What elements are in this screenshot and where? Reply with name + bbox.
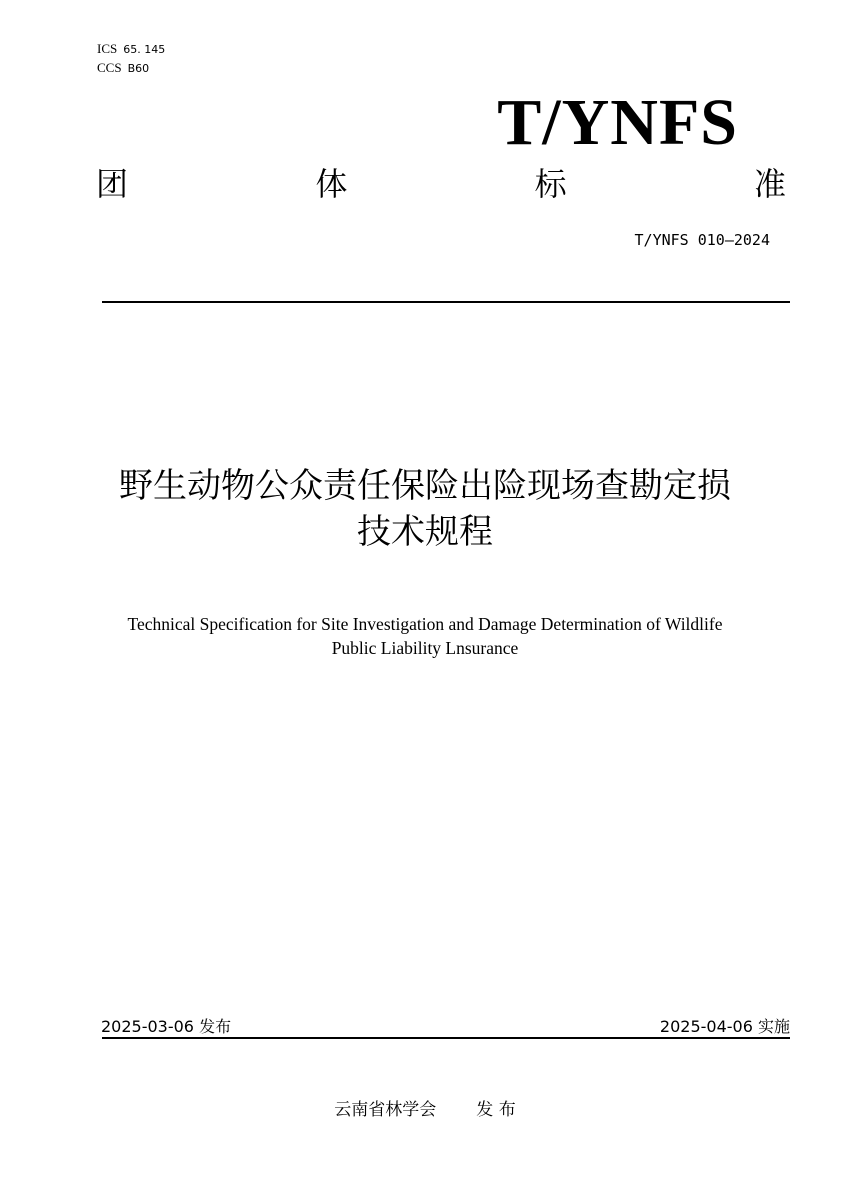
ccs-code <box>97 59 171 78</box>
top-divider <box>102 301 790 303</box>
english-title <box>60 612 790 660</box>
issuer <box>0 1098 850 1122</box>
standard-type <box>96 162 786 206</box>
chinese-title <box>50 463 800 555</box>
ccs-value: B60 <box>127 62 150 75</box>
english-title-line: Public Liability Lnsurance <box>331 638 519 658</box>
chinese-title-line: 技术规程 <box>357 512 493 552</box>
chinese-title-line: 野生动物公众责任保险出险现场查勘定损 <box>119 466 731 506</box>
implement-date: 2025-04-06 实施 <box>659 1017 790 1036</box>
issuer-action: 发 布 <box>476 1100 516 1120</box>
org-code-logo: T/YNFS <box>497 86 738 159</box>
publish-date: 2025-03-06 发布 <box>101 1017 232 1036</box>
ccs-label: CCS <box>97 60 122 75</box>
standard-type-char: 准 <box>753 165 786 203</box>
bottom-divider <box>102 1037 790 1039</box>
ics-label: ICS <box>97 41 118 56</box>
classification-codes <box>97 40 171 78</box>
english-title-line: Technical Specification for Site Investigation and Damage Determination of Wildlife <box>127 614 723 634</box>
standard-type-char: 标 <box>534 165 567 203</box>
ics-code <box>97 40 171 59</box>
issuer-name: 云南省林学会 <box>334 1100 437 1120</box>
ics-value: 65. 145 <box>123 43 166 56</box>
standard-number: T/YNFS 010—2024 <box>634 231 770 249</box>
standard-type-char: 团 <box>96 165 129 203</box>
standard-type-char: 体 <box>315 165 348 203</box>
